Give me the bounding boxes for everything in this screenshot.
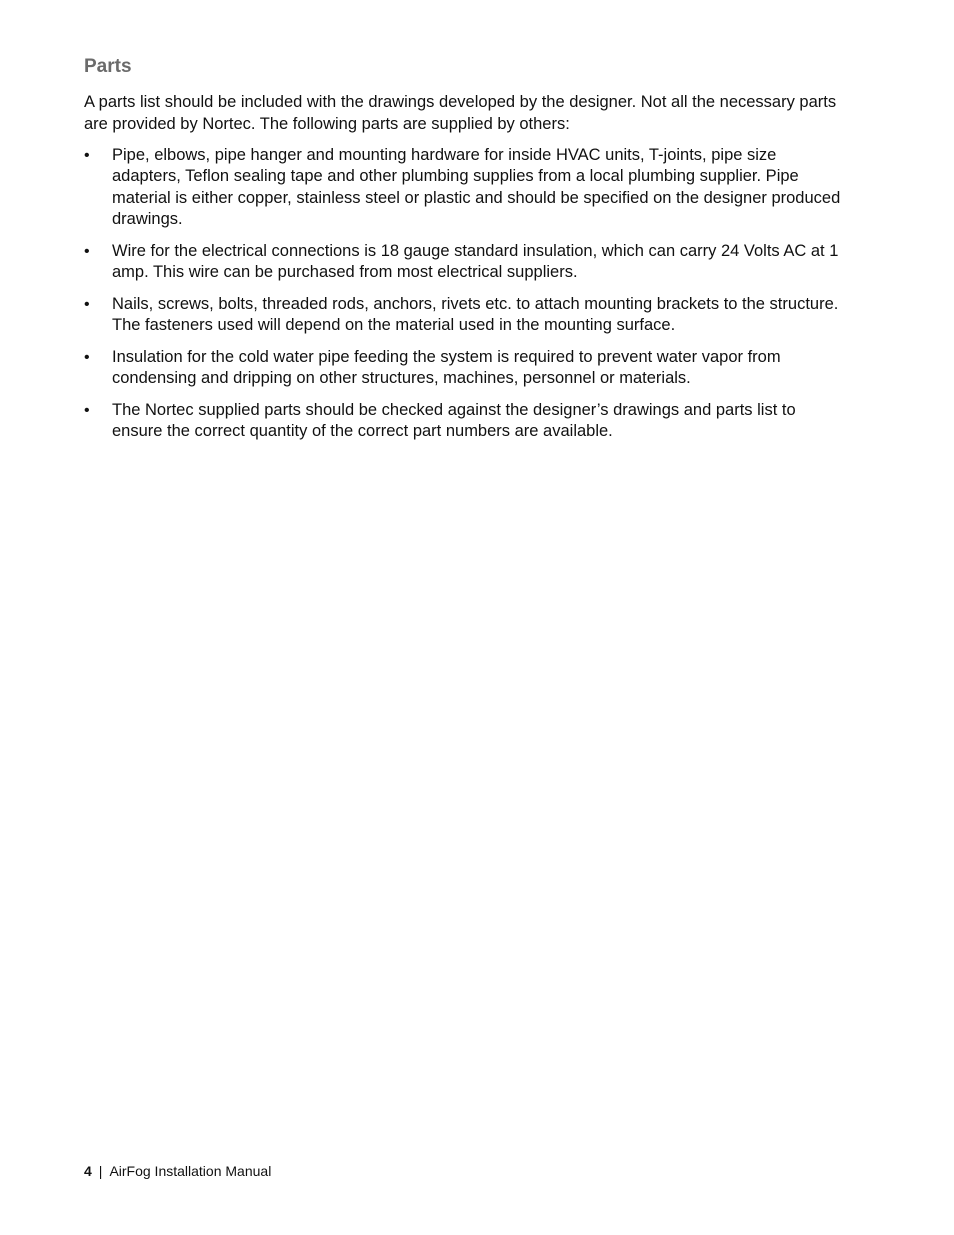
list-item	[84, 400, 844, 443]
bullet-icon: •	[84, 147, 90, 164]
list-item	[84, 294, 844, 337]
manual-title: AirFog Installation Manual	[109, 1163, 272, 1179]
list-item	[84, 347, 844, 390]
bullet-icon: •	[84, 242, 90, 260]
list-item-text: Pipe, elbows, pipe hanger and mounting hardware for inside HVAC units, T-joints, pipe size adapters, Teflon sealing tape and other plumbing supplies from a local plumbing supplier. Pipe material is either copper, stainless steel or plastic and should be specified on the designer produced drawings.	[112, 146, 841, 228]
list-item	[84, 241, 844, 284]
list-item-text: Nails, screws, bolts, threaded rods, anchors, rivets etc. to attach mounting brackets to the structure. The fasteners used will depend on the material used in the mounting surface.	[112, 294, 839, 335]
section-heading: Parts	[84, 56, 132, 77]
bullet-icon: •	[84, 348, 90, 366]
list-item-text: Insulation for the cold water pipe feeding the system is required to prevent water vapor from condensing and dripping on other structures, machines, personnel or materials.	[112, 347, 781, 388]
page-footer	[84, 1162, 271, 1180]
parts-bullet-list	[84, 145, 844, 453]
page-number: 4	[84, 1163, 92, 1179]
list-item	[84, 145, 844, 230]
bullet-icon: •	[84, 401, 90, 419]
bullet-icon: •	[84, 295, 90, 313]
list-item-text: Wire for the electrical connections is 18 gauge standard insulation, which can carry 24 Volts AC at 1 amp. This wire can be purchased from most electrical suppliers.	[112, 241, 839, 281]
list-item-text: The Nortec supplied parts should be checked against the designer’s drawings and parts list to ensure the correct quantity of the correct part numbers are available.	[112, 400, 796, 441]
footer-separator: |	[98, 1163, 103, 1179]
intro-paragraph: A parts list should be included with the drawings developed by the designer. Not all the necessary parts are provided by Nortec. The following parts are supplied by others:	[84, 93, 837, 133]
